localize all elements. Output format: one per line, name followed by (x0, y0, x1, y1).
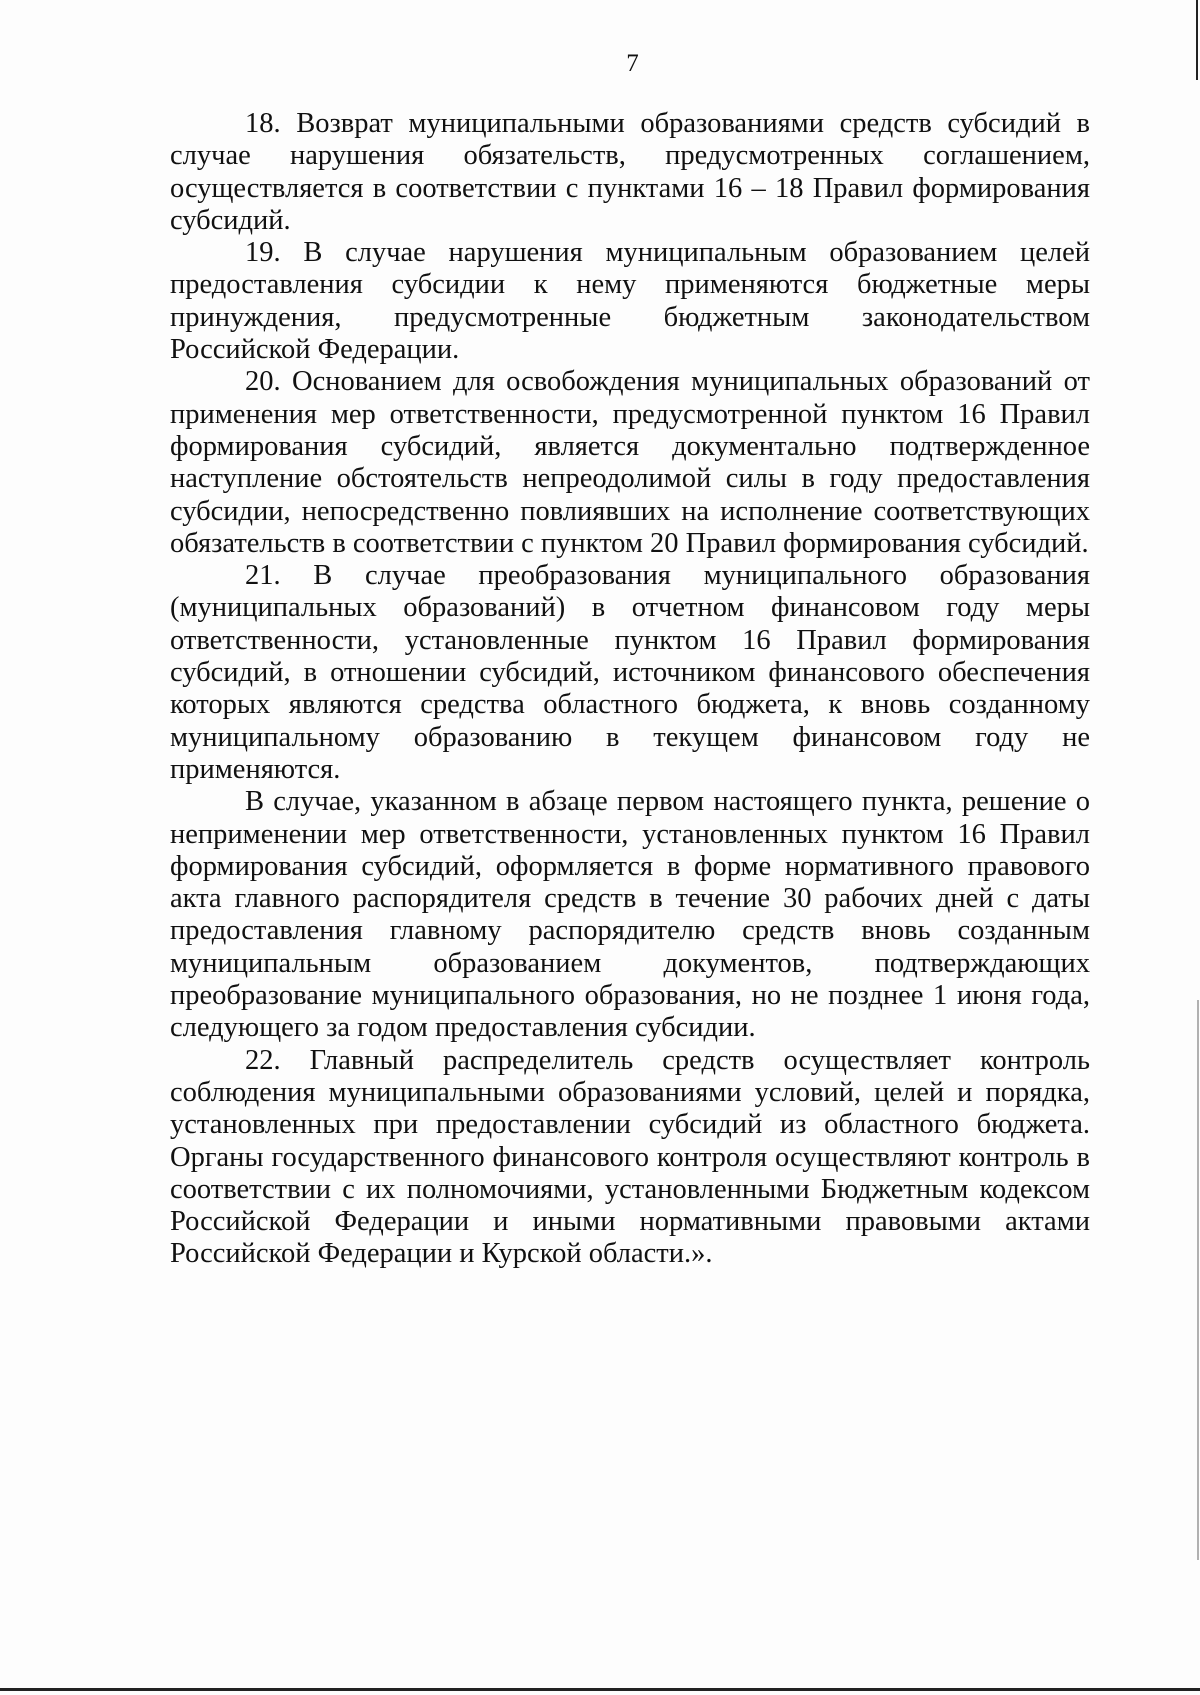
paragraph-21: 21. В случае преобразования муниципального образования (муниципальных образований) в отчетном финансовом году меры ответственности, установленные пунктом 16 Правил формирования субсидий, в отношении субсидий, источником финансового обеспечения которых являются средства областного бюджета, к вновь созданному муниципальному образованию в текущем финансовом году не применяются. (170, 560, 1090, 785)
paragraph-19: 19. В случае нарушения муниципальным образованием целей предоставления субсидии к нему применяются бюджетные меры принуждения, предусмотренные бюджетным законодательством Российской Федерации. (170, 237, 1090, 366)
paragraph-21-continuation: В случае, указанном в абзаце первом настоящего пункта, решение о неприменении мер ответственности, установленных пунктом 16 Правил формирования субсидий, оформляется в форме нормативного правового акта главного распорядителя средств в течение 30 рабочих дней с даты предоставления главному распорядителю средств вновь созданным муниципальным образованием документов, подтверждающих преобразование муниципального образования, но не позднее 1 июня года, следующего за годом предоставления субсидии. (170, 786, 1090, 1044)
scan-edge-mark (1196, 0, 1198, 80)
paragraph-22: 22. Главный распределитель средств осуществляет контроль соблюдения муниципальными образованиями условий, целей и порядка, установленных при предоставлении субсидий из областного бюджета. Органы государственного финансового контроля осуществляют контроль в соответствии с их полномочиями, установленными Бюджетным кодексом Российской Федерации и иными нормативными правовыми актами Российской Федерации и Курской области.». (170, 1044, 1090, 1270)
paragraph-20: 20. Основанием для освобождения муниципальных образований от применения мер ответственности, предусмотренной пунктом 16 Правил формирования субсидий, является документально подтвержденное наступление обстоятельств непреодолимой силы в году предоставления субсидии, непосредственно повлиявших на исполнение соответствующих обязательств в соответствии с пунктом 20 Правил формирования субсидий. (170, 366, 1090, 559)
document-body (170, 108, 1090, 1271)
scan-edge-mark (1197, 1000, 1199, 1560)
paragraph-18: 18. Возврат муниципальными образованиями средств субсидий в случае нарушения обязательств, предусмотренных соглашением, осуществляется в соответствии с пунктами 16 – 18 Правил формирования субсидий. (170, 108, 1090, 236)
scan-bottom-edge (0, 1688, 1200, 1691)
page-number: 7 (626, 50, 639, 77)
